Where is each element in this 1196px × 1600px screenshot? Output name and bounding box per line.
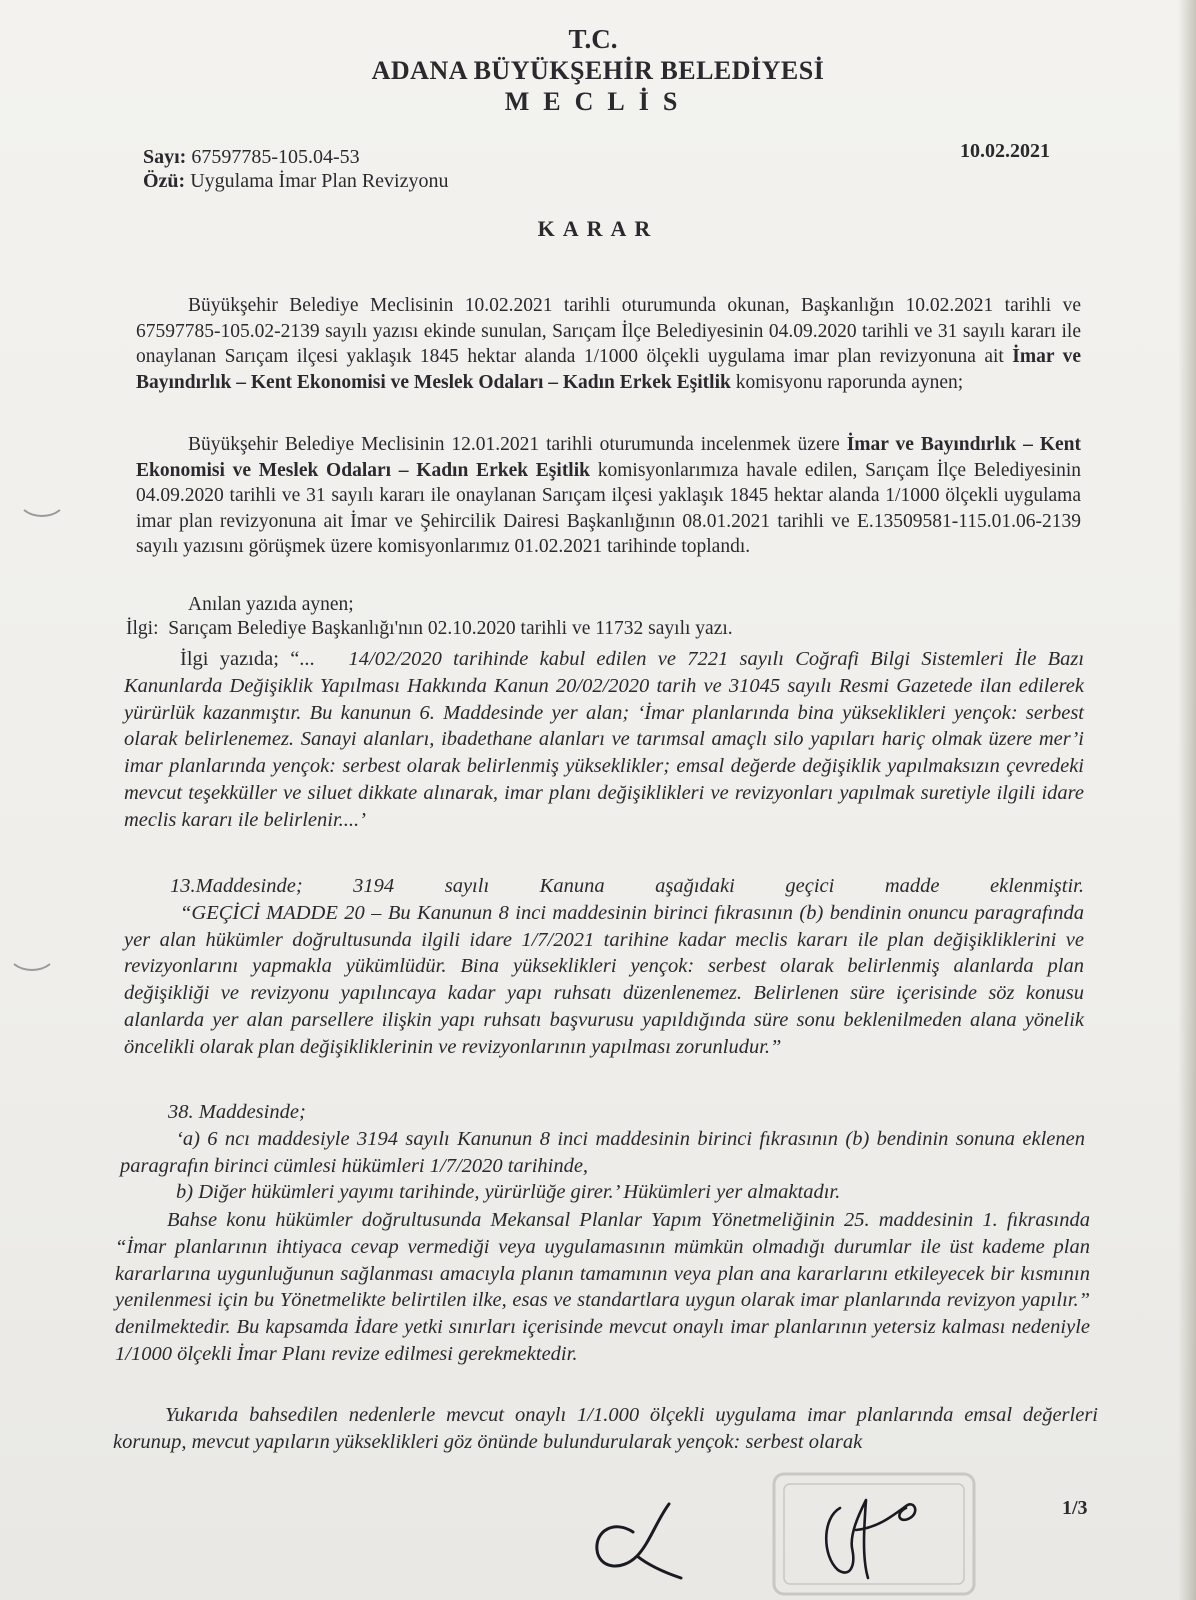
p7-item-b: b) Diğer hükümleri yayımı tarihinde, yürürlüğe girer.’ Hükümleri yer almaktadır. bbox=[176, 1181, 841, 1204]
ozu-label: Özü: bbox=[143, 170, 186, 192]
p5-text: 14/02/2020 tarihinde kabul edilen ve 7221 sayılı Coğrafi Bilgi Sistemleri İle Bazı Kanunlarda Değişiklik Yapılması Hakkında Kanun 20/02/2020 tarih ve 31045 sayılı Resmi Gazetede ilan edilerek yürürlük kazanmıştır. Bu kanunun 6. Maddesinde yer alan; ‘İmar planlarında bina yükseklikleri yençok: serbest olarak belirlenemez. Sanayi alanları, ibadethane alanları ve tarımsal amaçlı silo yapıları hariç olmak üzere mer’i imar planlarında yençok: serbest olarak belirlenmiş yükseklikler; emsal değerde değişiklik yapılmaksızın çevredeki mevcut teşekküller ve siluet dikkate alınarak, imar planı değişiklikleri ve revizyonları yapılmak suretiyle ilgili idare meclis kararı ile belirlenir....’ bbox=[124, 648, 1085, 831]
reference-number bbox=[143, 146, 360, 169]
p2-text-a: Büyükşehir Belediye Meclisinin 12.01.2021 tarihli oturumunda incelenmek üzere bbox=[188, 434, 847, 455]
header-council: MECLİS bbox=[504, 87, 692, 116]
subject-line bbox=[143, 170, 449, 193]
p2-committees: İmar ve Bayındırlık – Kent Ekonomisi ve Meslek Odaları – Kadın Erkek Eşitlik bbox=[136, 434, 1081, 481]
signature-left bbox=[585, 1490, 695, 1585]
p2-text-b: komisyonlarımıza havale edilen, Sarıçam İlçe Belediyesinin 04.09.2020 tarihli ve 31 sayılı kararı ile onaylanan Sarıçam ilçesi yaklaşık 1845 hektar alanda 1/1000 ölçekli uygulama imar plan revizyonuna ait İmar ve Şehircilik Dairesi Başkanlığının 08.01.2021 tarihli ve E.13509581-115.01.06-2139 sayılı yazısını görüşmek üzere komisyonlarımız 01.02.2021 tarihinde toplandı. bbox=[136, 459, 1081, 557]
p1-text-b: komisyonu raporunda aynen; bbox=[730, 371, 964, 393]
paragraph-1 bbox=[136, 293, 1081, 395]
ilgi-text: Sarıçam Belediye Başkanlığı'nın 02.10.2020 tarihli ve 11732 sayılı yazı. bbox=[168, 618, 733, 639]
page-number: 1/3 bbox=[1062, 1497, 1088, 1519]
paragraph-quoted-intro: Anılan yazıda aynen; bbox=[188, 594, 354, 615]
paragraph-regulation: Bahse konu hükümler doğrultusunda Mekansal Planlar Yapım Yönetmeliğinin 25. maddesinin 1. fıkrasında “İmar planlarının ihtiyaca cevap vermediği veya uygulamasının mümkün olmadığı durumlar ile üst kademe plan kararlarına uygunluğunun sağlanması amacıyla planın tamamının veya plan ana kararlarını etkileyecek bir kısmının yenilenmesi için bu Yönetmelikte belirtilen ilke, esas ve standartlara uygun olarak imar planlarında revizyon yapılır.” denilmektedir. Bu kapsamda İdare yetki sınırları içerisinde mevcut onaylı imar planlarının yetersiz kalması nedeniyle 1/1000 ölçekli İmar Planı revize edilmesi gerekmektedir. bbox=[115, 1209, 1090, 1365]
paragraph-reference bbox=[126, 616, 1071, 642]
paragraph-conclusion: Yukarıda bahsedilen nedenlerle mevcut onaylı 1/1.000 ölçekli uygulama imar planlarında emsal değerleri korunup, mevcut yapıların yükseklikleri göz önünde bulundurularak yençok: serbest olarak bbox=[113, 1404, 1098, 1453]
signature-right bbox=[810, 1478, 930, 1593]
paragraph-law-7221 bbox=[124, 646, 1084, 834]
sayi-label: Sayı: bbox=[143, 146, 187, 168]
paragraph-article-13 bbox=[124, 873, 1084, 1061]
sayi-value: 67597785-105.04-53 bbox=[191, 146, 360, 168]
header-tc: T.C. bbox=[568, 24, 618, 54]
punch-hole-mark-bottom bbox=[12, 960, 52, 974]
paragraph-2 bbox=[136, 432, 1081, 560]
p7-heading: 38. Maddesinde; bbox=[168, 1101, 306, 1123]
header-organization: ADANA BÜYÜKŞEHİR BELEDİYESİ bbox=[371, 56, 825, 85]
punch-hole-mark-top bbox=[22, 506, 62, 520]
ozu-value: Uygulama İmar Plan Revizyonu bbox=[190, 170, 449, 192]
p7-item-a: ‘a) 6 ncı maddesiyle 3194 sayılı Kanunun 8 inci maddesinin birinci fıkrasının (b) bendinin sonuna eklenen paragrafın birinci cümlesi hükümleri 1/7/2020 tarihinde, bbox=[120, 1127, 1085, 1177]
document-title: KARAR bbox=[537, 216, 659, 241]
p1-committees: İmar ve Bayındırlık – Kent Ekonomisi ve Meslek Odaları – Kadın Erkek Eşitlik bbox=[136, 346, 1081, 393]
p1-text-a: Büyükşehir Belediye Meclisinin 10.02.2021 tarihli oturumunda okunan, Başkanlığın 10.02.2021 tarihli ve 67597785-105.02-2139 sayılı yazısı ekinde sunulan, Sarıçam İlçe Belediyesinin 04.09.2020 tarihli ve 31 sayılı kararı ile onaylanan Sarıçam ilçesi yaklaşık 1845 hektar alanda 1/1000 ölçekli uygulama imar plan revizyonuna ait bbox=[136, 295, 1081, 367]
paragraph-article-38 bbox=[120, 1099, 1085, 1206]
document-date: 10.02.2021 bbox=[960, 140, 1050, 162]
p6-heading: 13.Maddesinde; 3194 sayılı Kanuna aşağıdaki geçici madde eklenmiştir. bbox=[170, 875, 1084, 897]
ilgi-label: İlgi: bbox=[126, 618, 159, 639]
p6-temporary-article: “GEÇİCİ MADDE 20 – Bu Kanunun 8 inci maddesinin birinci fıkrasının (b) bendinin onuncu paragrafında yer alan hükümler doğrultusunda ilgili idare 1/7/2021 tarihine kadar meclis kararı ile plan değişikliklerini ve revizyonlarını yapmakla yükümlüdür. Bina yükseklikleri yençok: serbest olarak belirlenmiş alanlarda plan değişikliği ve revizyonu yapılıncaya kadar yapı ruhsatı düzenlenemez. Belirlenen süre içerisinde söz konusu alanlarda yer alan parsellere ilişkin yapı ruhsatı başvurusu yapıldığında süre sonu beklenilmeden alana yönelik öncelikli olarak plan değişikliklerinin ve revizyonlarının yapılması zorunludur.” bbox=[124, 901, 1084, 1058]
p5-lead: İlgi yazıda; “... bbox=[180, 648, 315, 670]
